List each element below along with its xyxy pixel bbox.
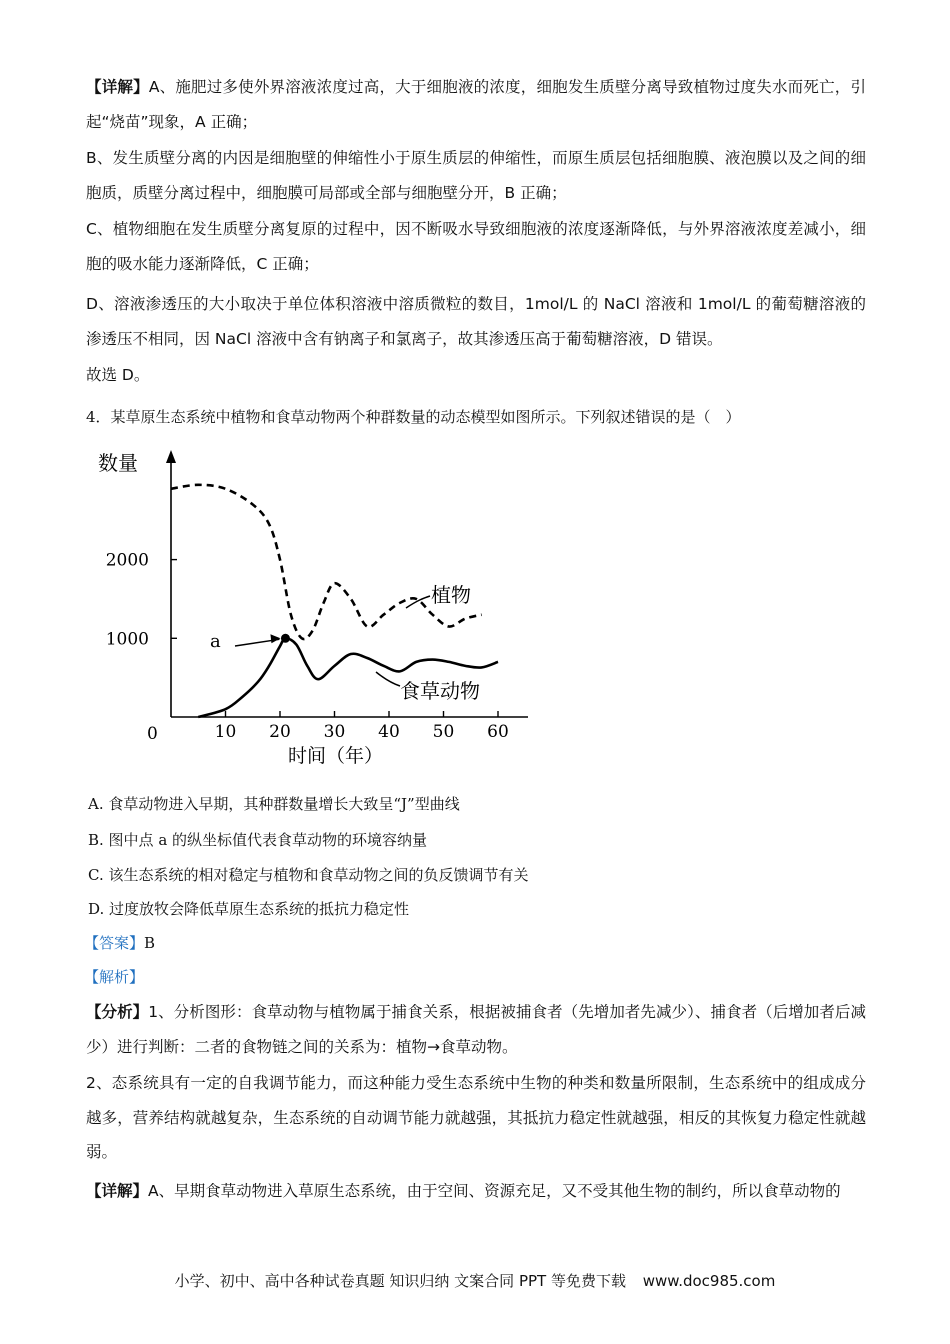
answer-value: B (144, 934, 156, 952)
footer-url[interactable]: www.doc985.com (642, 1272, 776, 1290)
point-a-arrow-head (270, 634, 280, 643)
x-tick-label: 10 (214, 722, 237, 742)
detail-text-b: B、发生质壁分离的内因是细胞壁的伸缩性小于原生质层的伸缩性，而原生质层包括细胞膜、液泡膜以及之间的细胞质，质壁分离过程中，细胞膜可局部或全部与细胞壁分开，B 正确； (86, 149, 866, 202)
x-tick-label: 40 (378, 722, 400, 742)
detail-paragraph-d (86, 287, 866, 356)
point-a-marker (281, 634, 290, 643)
detail-text-d: D、溶液渗透压的大小取决于单位体积溶液中溶质微粒的数目，1mol/L 的 NaCl 溶液和 1mol/L 的葡萄糖溶液的渗透压不相同，因 NaCl 溶液中含有钠离子和氯离子，故其渗透压高于葡萄糖溶液，D 错误。 (86, 295, 866, 348)
y-tick-label: 1000 (105, 629, 149, 650)
option-a: A. 食草动物进入早期，其种群数量增长大致呈“J”型曲线 (88, 795, 460, 813)
detail-paragraph-c (86, 212, 866, 281)
x-tick-label: 50 (432, 722, 455, 742)
question-stem-text: 4．某草原生态系统中植物和食草动物两个种群数量的动态模型如图所示。下列叙述错误的是（ ） (86, 408, 741, 426)
x-axis-label: 时间（年） (288, 745, 384, 767)
detail2-paragraph-a (86, 1174, 866, 1209)
option-b: B. 图中点 a 的纵坐标值代表食草动物的环境容纳量 (88, 831, 428, 849)
option-c: C. 该生态系统的相对稳定与植物和食草动物之间的负反馈调节有关 (88, 866, 529, 884)
analysis-text-2: 2、态系统具有一定的自我调节能力，而这种能力受生态系统中生物的种类和数量所限制，生态系统中的组成成分越多，营养结构就越复杂，生态系统的自动调节能力就越强，其抵抗力稳定性就越强，相反的其恢复力稳定性就越弱。 (86, 1074, 866, 1161)
analysis-text-1: 1、分析图形：食草动物与植物属于捕食关系，根据被捕食者（先增加者先减少）、捕食者（后增加者后减少）进行判断：二者的食物链之间的关系为：植物→食草动物。 (86, 1003, 866, 1056)
plant-series-line (171, 485, 482, 639)
footer-text: 小学、初中、高中各种试卷真题 知识归纳 文案合同 PPT 等免费下载 (174, 1272, 626, 1290)
conclusion-text: 故选 D。 (86, 366, 150, 384)
herbivore-series-line (198, 638, 498, 717)
page-footer (0, 1270, 950, 1291)
detail-text-c: C、植物细胞在发生质壁分离复原的过程中，因不断吸水导致细胞液的浓度逐渐降低，与外界溶液浓度差减小，细胞的吸水能力逐渐降低，C 正确； (86, 220, 866, 273)
point-a-label: a (210, 631, 221, 652)
analysis-paragraph-2 (86, 1066, 866, 1170)
detail-paragraph-a (86, 70, 866, 139)
y-tick-label: 2000 (105, 550, 149, 571)
y-axis-label: 数量 (98, 451, 138, 475)
analysis-paragraph-1 (86, 995, 866, 1064)
x-tick-label: 30 (323, 722, 346, 742)
plant-series-label: 植物 (431, 583, 471, 607)
answer-line (84, 933, 155, 953)
analysis-tag: 【分析】 (86, 1003, 149, 1021)
herbivore-label-leader (376, 672, 400, 686)
detail2-text-a: A、早期食草动物进入草原生态系统，由于空间、资源充足，又不受其他生物的制约，所以食草动物的 (148, 1182, 841, 1200)
herbivore-series-label: 食草动物 (400, 679, 480, 703)
origin-label: 0 (147, 724, 158, 744)
population-chart (88, 440, 528, 770)
detail-text-a: A、施肥过多使外界溶液浓度过高，大于细胞液的浓度，细胞发生质壁分离导致植物过度失水而死亡，引起“烧苗”现象，A 正确； (86, 78, 866, 131)
detail2-tag: 【详解】 (86, 1182, 149, 1200)
detail-tag: 【详解】 (86, 78, 149, 96)
chart-labels (98, 451, 509, 767)
analysis-heading-tag: 【解析】 (84, 968, 145, 986)
question-stem (86, 400, 866, 435)
x-tick-label: 20 (269, 722, 291, 742)
answer-tag: 【答案】 (84, 934, 145, 952)
x-tick-label: 60 (487, 722, 509, 742)
detail-paragraph-b (86, 141, 866, 210)
option-d: D. 过度放牧会降低草原生态系统的抵抗力稳定性 (88, 900, 410, 918)
y-axis-arrow (166, 450, 176, 463)
analysis-heading (84, 967, 144, 987)
conclusion (86, 358, 866, 393)
